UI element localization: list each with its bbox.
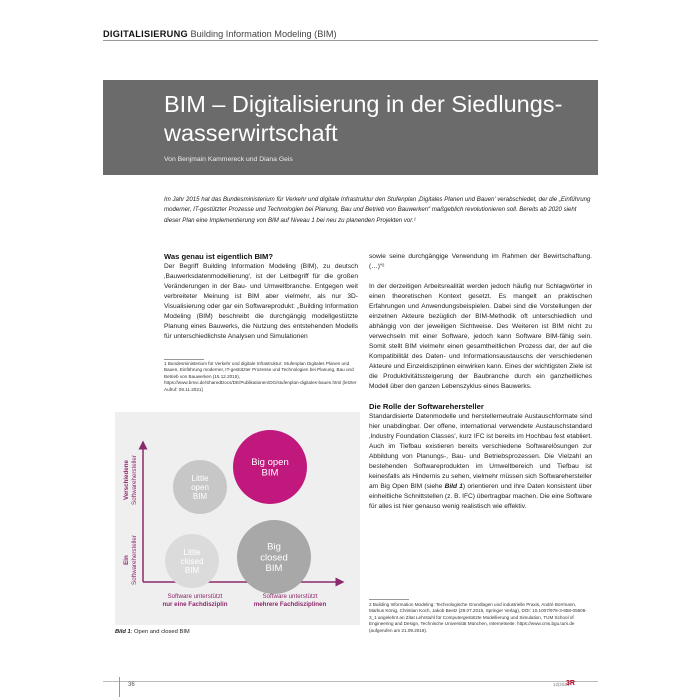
section-heading-software: Die Rolle der Softwarehersteller — [369, 402, 484, 411]
figure-caption — [115, 629, 190, 635]
right-column — [369, 252, 592, 512]
footnote-rule — [164, 359, 204, 360]
topic-label: Building Information Modeling (BIM) — [190, 29, 337, 39]
bubble-label: closed — [260, 552, 288, 564]
article-title: BIM – Digitalisierung in der Siedlungswasserwirtschaft — [164, 91, 563, 146]
bubble-label: Big — [267, 541, 281, 553]
paragraph-work-reality: In der derzeitigen Arbeitsrealität werden jedoch häufig nur Schlagwörter in einen theoretischen Kontext gesetzt. Es mangelt an praktischen Erfahrungen und Anwendungsbeispielen. Dabei sind die Vorstellungen der einzelnen Akteure bezüglich der BIM-Methodik oft unterschiedlich und abhängig von der jeweiligen Sichtweise. Des Weiteren ist BIM nicht zu verwechseln mit einer Software, jedoch kann Software BIM-fähig sein. Somit stellt BIM vielmehr einen gesamtheitlichen Prozess dar, der auf die Kompatibilität des Daten- und Informationsaustauschs der verschiedenen Akteure und Einzeldisziplinen einwirken kann. Eines der wichtigsten Ziele ist die Produktivitätssteigerung der Baubranche durch ein ganzheitliches Modell über den ganzen Lebenszyklus eines Bauwerks. — [369, 283, 592, 390]
header-rule — [103, 40, 598, 41]
issue-label: 12|2021 — [553, 682, 570, 687]
article-intro: Im Jahr 2015 hat das Bundesministerium für Verkehr und digitale Infrastruktur den Stufenplan ‚Digitales Planen und Bauen' verabschiedet, der die „Einführung moderner, IT-gestützter Prozesse und Technologien bei Planung, Bau und Betrieb von Bauwerken“ maßgeblich revolutionieren soll. Bereits ab 2020 sieht dieser Plan eine Implementierung von BIM auf Niveau 1 bei neu zu planenden Projekten vor.¹ — [164, 196, 591, 224]
footnote-1: 1 Bundesministerium für Verkehr und digitale Infrastruktur: Stufenplan Digitales Planen und Bauen, Einführung moderner, IT-gestützter Prozesse und Technologien bei Planung, Bau und Betrieb von Bauwerken (15.12.2015), https://www.bmvi.de/SharedDocs/DE/Publikationen/DG/stufenplan-digitales-bauen.html (letzter Aufruf: 09.11.2021) — [164, 361, 357, 392]
x-tick-label: nur eine Fachdisziplin — [162, 601, 228, 608]
page-number: 36 — [128, 682, 135, 688]
y-tick-label: Softwarehersteller — [131, 455, 138, 505]
paragraph-quote-end: sowie seine durchgängige Verwendung im Rahmen der Bewirtschaftung. (…)“² — [369, 253, 592, 270]
bubble-label: Big open — [251, 457, 289, 469]
bubble-label: open — [191, 482, 209, 492]
caption-ref: Bild 1 — [115, 629, 131, 635]
section-heading-bim: Was genau ist eigentlich BIM? — [164, 252, 273, 261]
brand-logo: 3R — [566, 680, 575, 687]
x-tick-label: mehrere Fachdisziplinen — [253, 601, 327, 608]
bubble-label: BIM — [192, 491, 208, 501]
footnote-rule-2 — [369, 599, 409, 600]
paragraph-software-vendors — [369, 412, 592, 512]
x-tick-label: Software unterstützt — [262, 593, 318, 600]
bubble-label: Little — [183, 547, 201, 557]
y-tick-label: Ein — [123, 555, 130, 565]
footnote-2: 2 Building Information Modeling: Technologische Grundlagen und industrielle Praxis, André Borrmann, Markus König, Christian Koch, Jakob Beetz (29.07.2015, Springer Verlag), DOI: 10.1007/978-3-658-05606-3_1 angelehnt an Zitat Lehrstuhl für Computergestützte Modellierung und Simulation, TUM School of Engineering and Design, Technische Universität München, Internetseite: https://www.cms.bgu.tum.de (aufgerufen am 21.09.2018). — [369, 602, 587, 633]
paragraph-bim-definition: Der Begriff Building Information Modeling (BIM), zu deutsch ‚Bauwerksdatenmodellierung', ist der Leitbegriff für die großen Veränderungen in der Bau- und Umweltbranche. Entgegen weit verbreiteter Meinung ist BIM aber vielmehr, als nur 3D-Visualisierung oder gar ein Softwareprodukt: „Building Information Modeling (BIM) beschreibt die durchgängig modellgestützte Planung eines Bauwerks, die Nutzung des entstehenden Modells für unterschiedlichste Analysen und Simulationen — [164, 263, 358, 340]
paragraph-software-a: Standardisierte Datenmodelle und herstellerneutrale Austauschformate sind hier unabdingbar. Der offene, international verwendete Austauschstandard ‚Industry Foundation Classes', kurz IFC ist bereits im Hochbau fest etabliert. Auch im Tiefbau existieren bereits verschiedene Softwarelösungen zur Abbildung von Planungs-, Bau- und Betriebsprozessen. Die Vielzahl an bestehenden Softwareprodukten im Umweltbereich und Tiefbau ist keinesfalls als Hindernis zu sehen, vielmehr müssen sich Softwarehersteller am Big Open BIM (siehe — [369, 413, 592, 490]
bubble-label: BIM — [265, 562, 283, 574]
bim-figure — [115, 412, 360, 625]
left-column — [164, 252, 358, 342]
figure-reference: Bild 1 — [444, 483, 463, 490]
bubble-label: Little — [191, 473, 209, 483]
article-authors: Von Benjmain Kammereck und Diana Geis — [164, 156, 293, 163]
bubble-label: BIM — [184, 565, 200, 575]
bim-chart — [115, 412, 360, 625]
section-label: DIGITALISIERUNG — [103, 29, 188, 39]
footer-rule — [103, 681, 598, 682]
bubble-label: BIM — [261, 467, 279, 479]
footer-divider — [119, 677, 120, 697]
y-tick-label: Verschiedene — [123, 460, 130, 500]
caption-text: : Open and closed BIM — [130, 629, 190, 635]
bubble-label: closed — [180, 556, 204, 566]
y-tick-label: Softwarehersteller — [131, 535, 138, 585]
paragraph-software-b: ) orientieren und ihre Daten konsistent über einheitliche Schnittstellen (z. B. IFC) übertragbar machen. Die eine Software für alles ist hier genauso wenig realistisch wie effektiv. — [369, 483, 592, 510]
section-kicker — [103, 29, 337, 39]
x-tick-label: Software unterstützt — [167, 593, 223, 600]
